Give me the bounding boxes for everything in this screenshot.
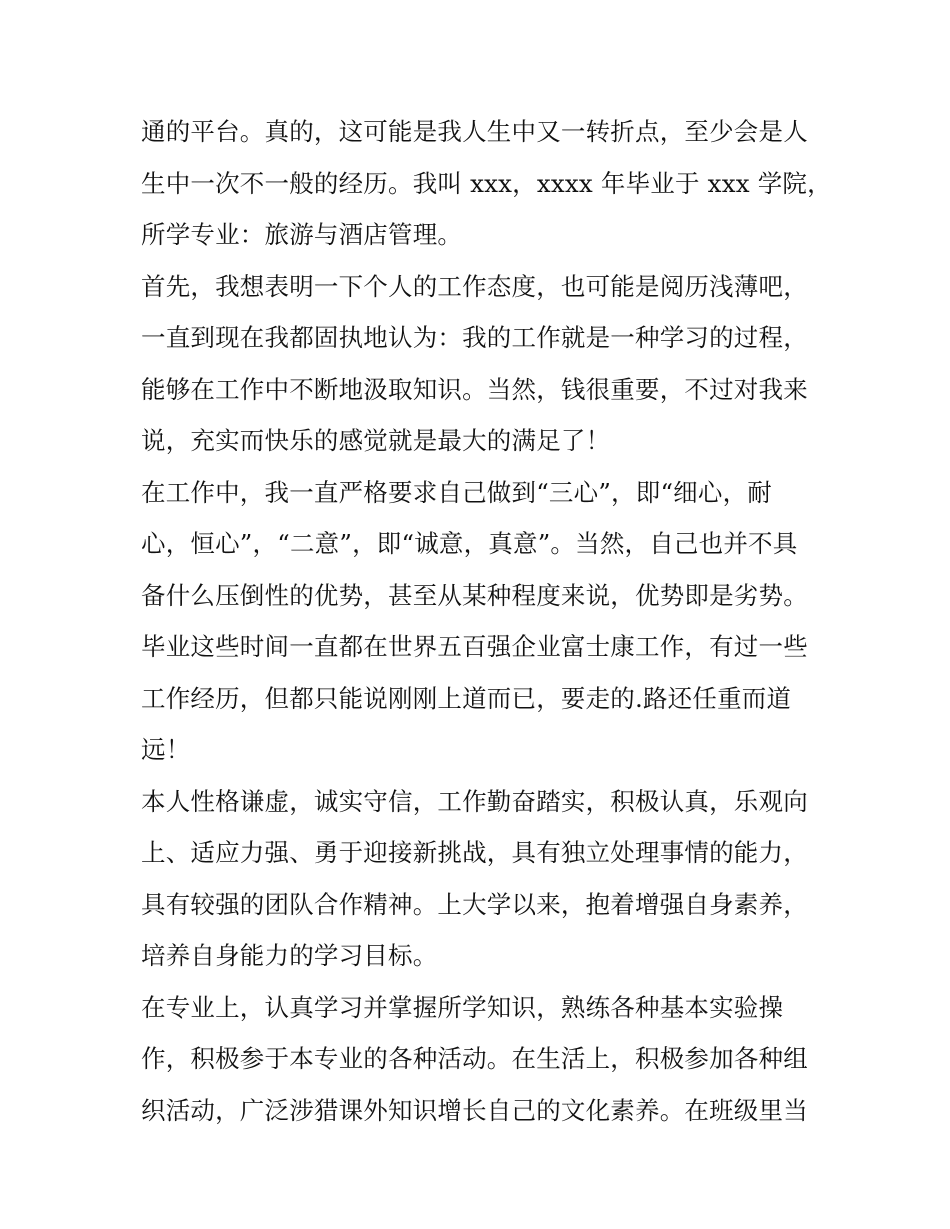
text-line: 本人性格谦虚，诚实守信，工作勤奋踏实，积极认真，乐观向: [141, 786, 808, 816]
document-body: [141, 106, 832, 1136]
text-line: 工作经历，但都只能说刚刚上道而已，要走的.路还任重而道: [141, 683, 792, 713]
text-line: 在专业上，认真学习并掌握所学知识，熟练各种基本实验操: [141, 992, 784, 1022]
text-line: 在工作中，我一直严格要求自己做到“三心”，即“细心，耐: [141, 477, 772, 507]
text-line: 毕业这些时间一直都在世界五百强企业富士康工作，有过一些: [141, 632, 808, 661]
text-line: 织活动，广泛涉猎课外知识增长自己的文化素养。在班级里当: [141, 1095, 808, 1125]
text-line: 通的平台。真的，这可能是我人生中又一转折点，至少会是人: [141, 117, 808, 146]
text-line: 培养自身能力的学习目标。: [141, 941, 438, 970]
text-line: 所学专业：旅游与酒店管理。: [141, 220, 463, 249]
text-line: 远！: [141, 735, 191, 764]
text-line: 具有较强的团队合作精神。上大学以来，抱着增强自身素养，: [141, 889, 808, 919]
text-line: 首先，我想表明一下个人的工作态度，也可能是阅历浅薄吧，: [141, 271, 808, 301]
text-line: 生中一次不一般的经历。我叫 xxx，xxxx 年毕业于 xxx 学院，: [141, 168, 832, 198]
text-line: 一直到现在我都固执地认为：我的工作就是一种学习的过程，: [141, 323, 808, 352]
text-line: 能够在工作中不断地汲取知识。当然，钱很重要，不过对我来: [141, 374, 808, 404]
text-line: 作，积极参于本专业的各种活动。在生活上，积极参加各种组: [141, 1044, 808, 1073]
text-line: 说，充实而快乐的感觉就是最大的满足了！: [141, 426, 611, 455]
text-line: 备什么压倒性的优势，甚至从某种程度来说，优势即是劣势。: [141, 580, 808, 610]
text-line: 心，恒心”，“二意”，即“诚意，真意”。当然，自己也并不具: [141, 529, 798, 558]
text-line: 上、适应力强、勇于迎接新挑战，具有独立处理事情的能力，: [141, 838, 808, 867]
